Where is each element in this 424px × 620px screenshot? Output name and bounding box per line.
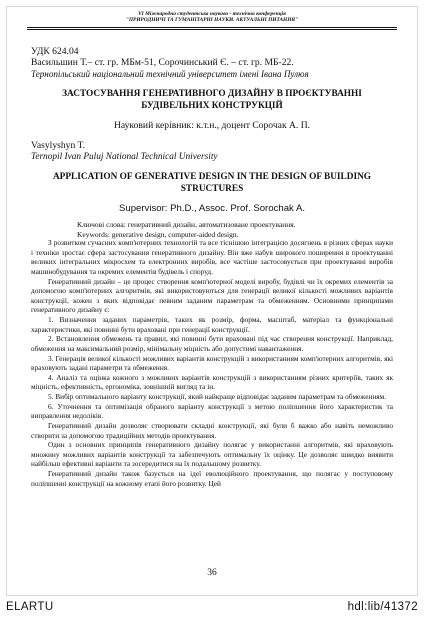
header-rule: [27, 27, 397, 30]
paragraph: Генеративний дизайн дозволяє створювати складні конструкції, які були б важко або навіть неможливо створити за допомогою традиційних методів проектування.: [31, 420, 393, 440]
list-item: 6. Уточнення та оптимізація обраного варіанту конструкції з метою поліпшення його характеристик та виправлення недоліків.: [31, 401, 393, 421]
list-item: 4. Аналіз та оцінка кожного з можливих варіантів конструкцій з використанням різних критеріїв, таких як міцність, ефективність, ергономіка, зовнішній вигляд та ін.: [31, 372, 393, 392]
title-en: APPLICATION OF GENERATIVE DESIGN IN THE DESIGN OF BUILDING STRUCTURES: [52, 172, 372, 194]
udc-code: УДК 624.04: [31, 46, 79, 57]
list-item: 3. Генерація великої кількості можливих варіантів конструкцій з використанням комп'ютерних алгоритмів, які враховують задані параметри та обмеження.: [31, 353, 393, 373]
institution-en: Ternopil Ivan Puluj National Technical University: [31, 152, 218, 162]
handle-link[interactable]: hdl:lib/41372: [347, 601, 418, 613]
repository-label: ELARTU: [6, 601, 54, 613]
list-item: 5. Вибір оптимального варіанту конструкції, який найкраще відповідає заданим параметрам та обмеженням.: [48, 392, 387, 401]
conference-line-1: VI Міжнародна студентська науково - технічна конференція: [138, 11, 286, 17]
institution-ua: Тернопільський національний технічний університет імені Івана Пулюя: [31, 69, 309, 79]
keywords-block: [77, 220, 296, 239]
title-ua: ЗАСТОСУВАННЯ ГЕНЕРАТИВНОГО ДИЗАЙНУ В ПРОЄКТУВАННІ БУДІВЕЛЬНИХ КОНСТРУКЦІЙ: [62, 89, 362, 111]
body-text: [31, 238, 393, 488]
paragraph: Генеративний дизайн – це процес створення комп'ютерної моделі виробу, будівлі чи їх окремих елементів за допомогою комп'ютерних алгоритмів, які використовуються для генерації великої кількості можливих варіантів конструкції, кожен з яких відповідає певним заданим параметрам та обмеженням. Основними принципами генеративного дизайну є:: [31, 276, 393, 315]
paragraph: З розвитком сучасних комп'ютерних технологій та все тіснішою інтеграцією досягнень в різних сферах науки і техніки зростає сфера застосування генеративного дизайну. Він вже набув широкого поширення в проектуванні великих інтегральних мікросхем та електронних виробів, все частіше застосовується при проектуванні виробів машинобудування та окремих елементів будівель і споруд.: [31, 238, 393, 276]
paragraph: Один з основних принципів генеративного дизайну полягає у використанні алгоритмів, які враховують множину можливих варіантів конструкції та забезпечують оптимальну їх оцінку. Це дозволяє швидко виявити найбільш ефективні варіанти та зосередитися на їх подальшому розвитку.: [31, 440, 393, 469]
viewer-footer-bar: [0, 598, 424, 620]
conference-header: [7, 11, 417, 35]
keywords-ua: Ключові слова: генеративний дизайн, автоматизоване проектування.: [77, 220, 296, 229]
list-item: 2. Встановлення обмежень та правил, які повинні бути враховані під час створення конструкції. Наприклад, обмеження на максимальний розмір, мінімальну міцність або допустимі навантаження.: [31, 334, 393, 353]
supervisor-en: Supervisor: Ph.D., Assoc. Prof. Sorochak A.: [118, 203, 306, 214]
authors-ua: Васильшин Т.– ст. гр. МБм-51, Сорочинський Є. – ст. гр. МБ-22.: [31, 57, 294, 68]
paragraph: Генеративний дизайн також базується на ідеї еволюційного проектування, що полягає у поступовому поліпшенні конструкції на кожному етапі його розвитку. Цей: [31, 469, 393, 488]
supervisor-ua: Науковий керівник: к.т.н., доцент Сорочак А. П.: [113, 120, 311, 131]
conference-line-2: "ПРИРОДНИЧІ ТА ГУМАНІТАРНІ НАУКИ. АКТУАЛЬНІ ПИТАННЯ": [125, 17, 299, 24]
author-en: Vasylyshyn T.: [31, 140, 86, 151]
list-item: 1. Визначення заданих параметрів, таких як розмір, форма, масштаб, матеріал та функціональні характеристики, які повинні бути враховані при генерації конструкції.: [31, 315, 393, 334]
document-page: [6, 6, 418, 596]
keywords-en: Keywords: generative design, computer-aided design.: [77, 229, 239, 239]
page-number: 36: [207, 568, 217, 578]
